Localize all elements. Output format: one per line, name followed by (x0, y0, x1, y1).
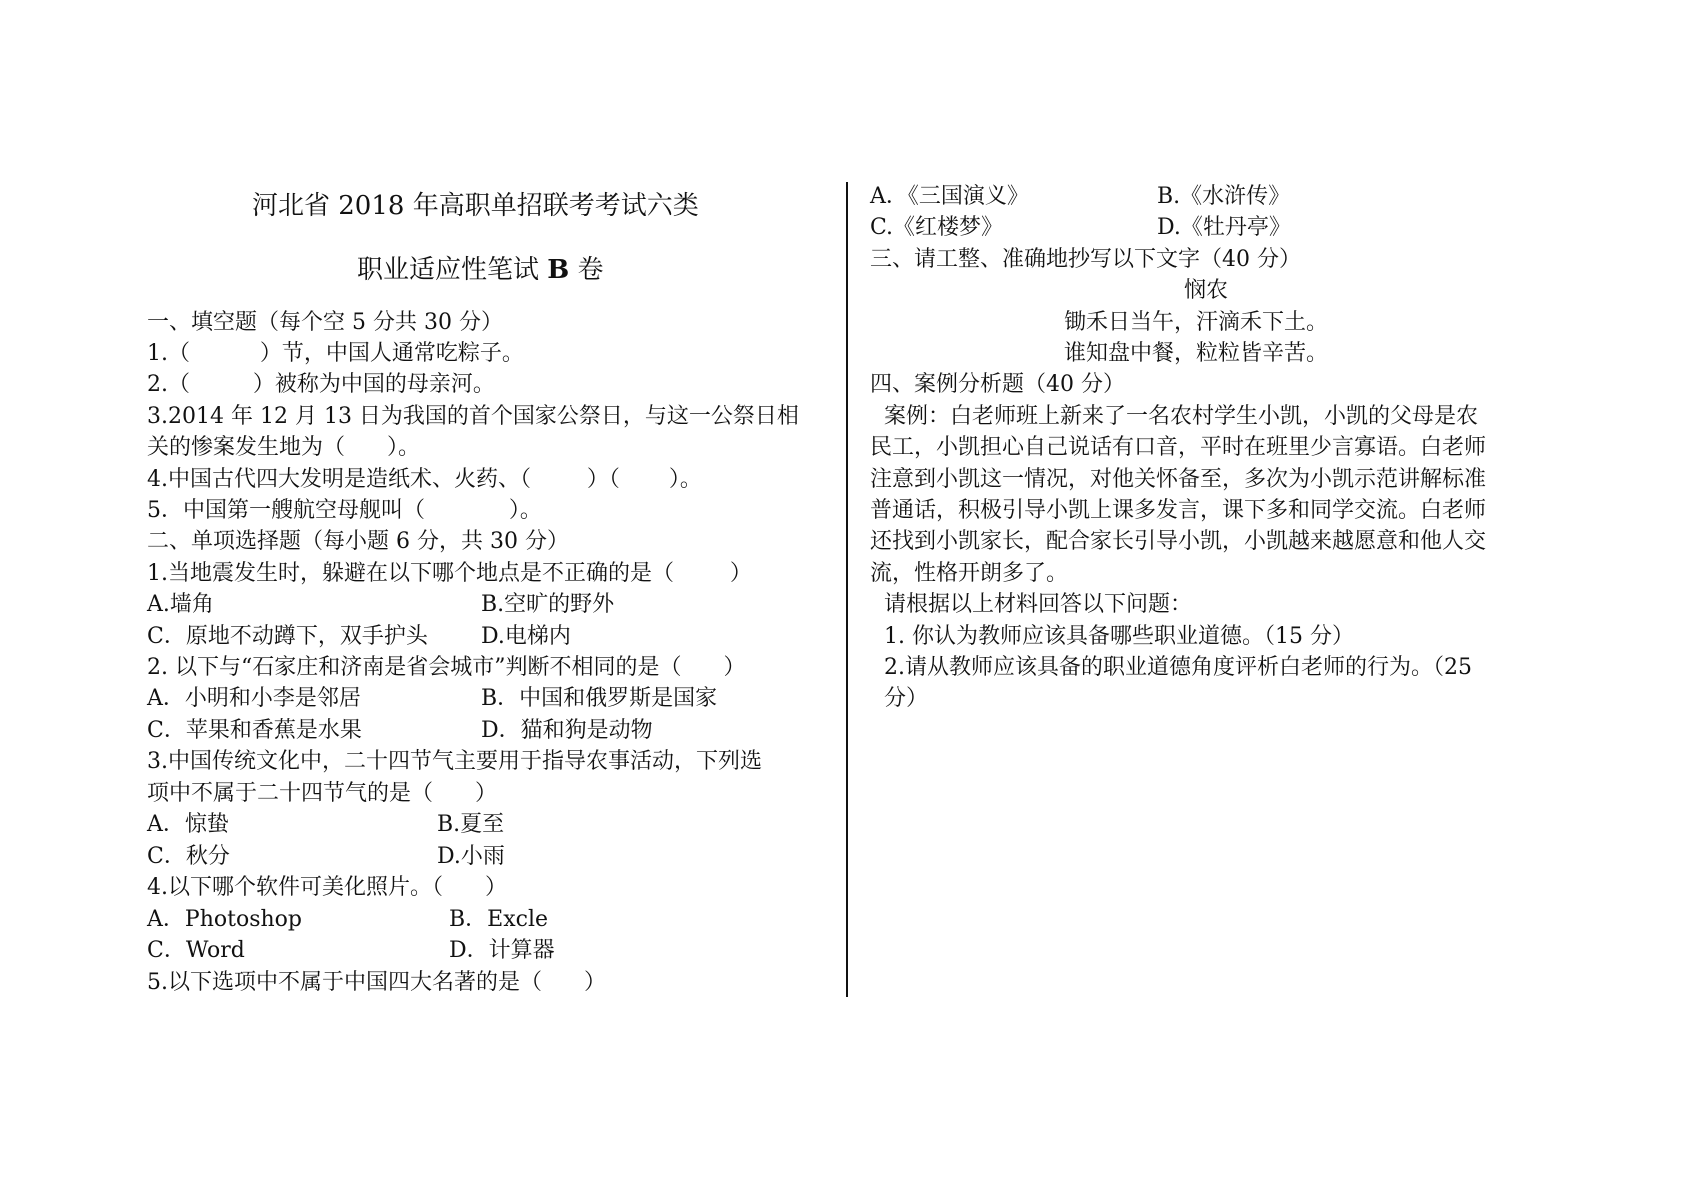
case-text-line-1: 案例：白老师班上新来了一名农村学生小凯，小凯的父母是农 (870, 404, 1478, 429)
choice-q5-option-c: C.《红楼梦》 (870, 215, 1004, 240)
case-text-line-6: 流，性格开朗多了。 (870, 561, 1069, 586)
exam-title-prefix: 职业适应性笔试 (357, 255, 548, 285)
poem-line-2: 谁知盘中餐，粒粒皆辛苦。 (1064, 341, 1329, 366)
choice-question-1: 1.当地震发生时，躲避在以下哪个地点是不正确的是（ ） (147, 561, 752, 586)
exam-title-line2 (357, 257, 604, 283)
choice-q1-option-a: A.墙角 (147, 592, 214, 617)
choice-q5-option-a: A．《三国演义》 (870, 184, 1029, 209)
choice-q3-option-a: A．惊蛰 (147, 812, 229, 837)
poem-title: 悯农 (1184, 278, 1229, 303)
choice-question-5: 5.以下选项中不属于中国四大名著的是（ ） (147, 970, 606, 995)
choice-q2-option-a: A．小明和小李是邻居 (147, 686, 361, 711)
choice-question-3-line1: 3.中国传统文化中，二十四节气主要用于指导农事活动，下列选 (147, 749, 762, 774)
fill-question-5: 5．中国第一艘航空母舰叫（ ）。 (147, 498, 542, 523)
choice-q4-option-c: C．Word (147, 938, 245, 963)
column-divider (846, 182, 848, 997)
case-text-line-3: 注意到小凯这一情况，对他关怀备至，多次为小凯示范讲解标准 (870, 467, 1487, 492)
choice-q5-option-d: D.《牡丹亭》 (1157, 215, 1291, 240)
section4-heading: 四、案例分析题（40 分） (870, 372, 1125, 397)
choice-q1-option-b: B.空旷的野外 (481, 592, 615, 617)
section3-heading: 三、请工整、准确地抄写以下文字（40 分） (870, 247, 1301, 272)
section2-heading: 二、单项选择题（每小题 6 分，共 30 分） (147, 529, 569, 554)
choice-q1-option-c: C．原地不动蹲下，双手护头 (147, 624, 428, 649)
choice-q4-option-d: D．计算器 (449, 938, 555, 963)
choice-q3-option-b: B.夏至 (437, 812, 505, 837)
case-prompt: 请根据以上材料回答以下问题： (870, 592, 1192, 617)
fill-question-3-line2: 关的惨案发生地为（ ）。 (147, 435, 420, 460)
exam-title-suffix: 卷 (569, 255, 604, 285)
choice-q2-option-c: C．苹果和香蕉是水果 (147, 718, 362, 743)
case-question-2-line2: 分） (870, 686, 928, 711)
case-text-line-4: 普通话，积极引导小凯上课多发言，课下多和同学交流。白老师 (870, 498, 1487, 523)
choice-q2-option-d: D．猫和狗是动物 (481, 718, 653, 743)
choice-q3-option-d: D.小雨 (437, 844, 505, 869)
fill-question-4: 4.中国古代四大发明是造纸术、火药、（ ）（ ）。 (147, 467, 702, 492)
case-question-1: 1. 你认为教师应该具备哪些职业道德。（15 分） (870, 624, 1354, 649)
fill-question-2: 2.（ ）被称为中国的母亲河。 (147, 372, 495, 397)
fill-question-3-line1: 3.2014 年 12 月 13 日为我国的首个国家公祭日，与这一公祭日相 (147, 404, 799, 429)
exam-title-line1: 河北省 2018 年高职单招联考考试六类 (252, 191, 699, 221)
fill-question-1: 1.（ ）节，中国人通常吃粽子。 (147, 341, 524, 366)
exam-title-paper-letter: B (547, 255, 570, 285)
choice-question-3-line2: 项中不属于二十四节气的是（ ） (147, 781, 497, 806)
choice-q3-option-c: C．秋分 (147, 844, 230, 869)
choice-q4-option-a: A．Photoshop (147, 907, 302, 932)
choice-q4-option-b: B．Excle (449, 907, 549, 932)
choice-question-4: 4.以下哪个软件可美化照片。（ ） (147, 875, 507, 900)
case-text-line-5: 还找到小凯家长，配合家长引导小凯，小凯越来越愿意和他人交 (870, 529, 1487, 554)
choice-q5-option-b: B.《水浒传》 (1157, 184, 1291, 209)
choice-question-2: 2. 以下与“石家庄和济南是省会城市”判断不相同的是（ ） (147, 655, 746, 680)
case-text-line-2: 民工，小凯担心自己说话有口音，平时在班里少言寡语。白老师 (870, 435, 1487, 460)
section1-heading: 一、填空题（每个空 5 分共 30 分） (147, 310, 503, 335)
poem-line-1: 锄禾日当午，汗滴禾下土。 (1064, 310, 1329, 335)
choice-q1-option-d: D.电梯内 (481, 624, 571, 649)
case-question-2-line1: 2.请从教师应该具备的职业道德角度评析白老师的行为。（25 (870, 655, 1472, 680)
choice-q2-option-b: B．中国和俄罗斯是国家 (481, 686, 718, 711)
